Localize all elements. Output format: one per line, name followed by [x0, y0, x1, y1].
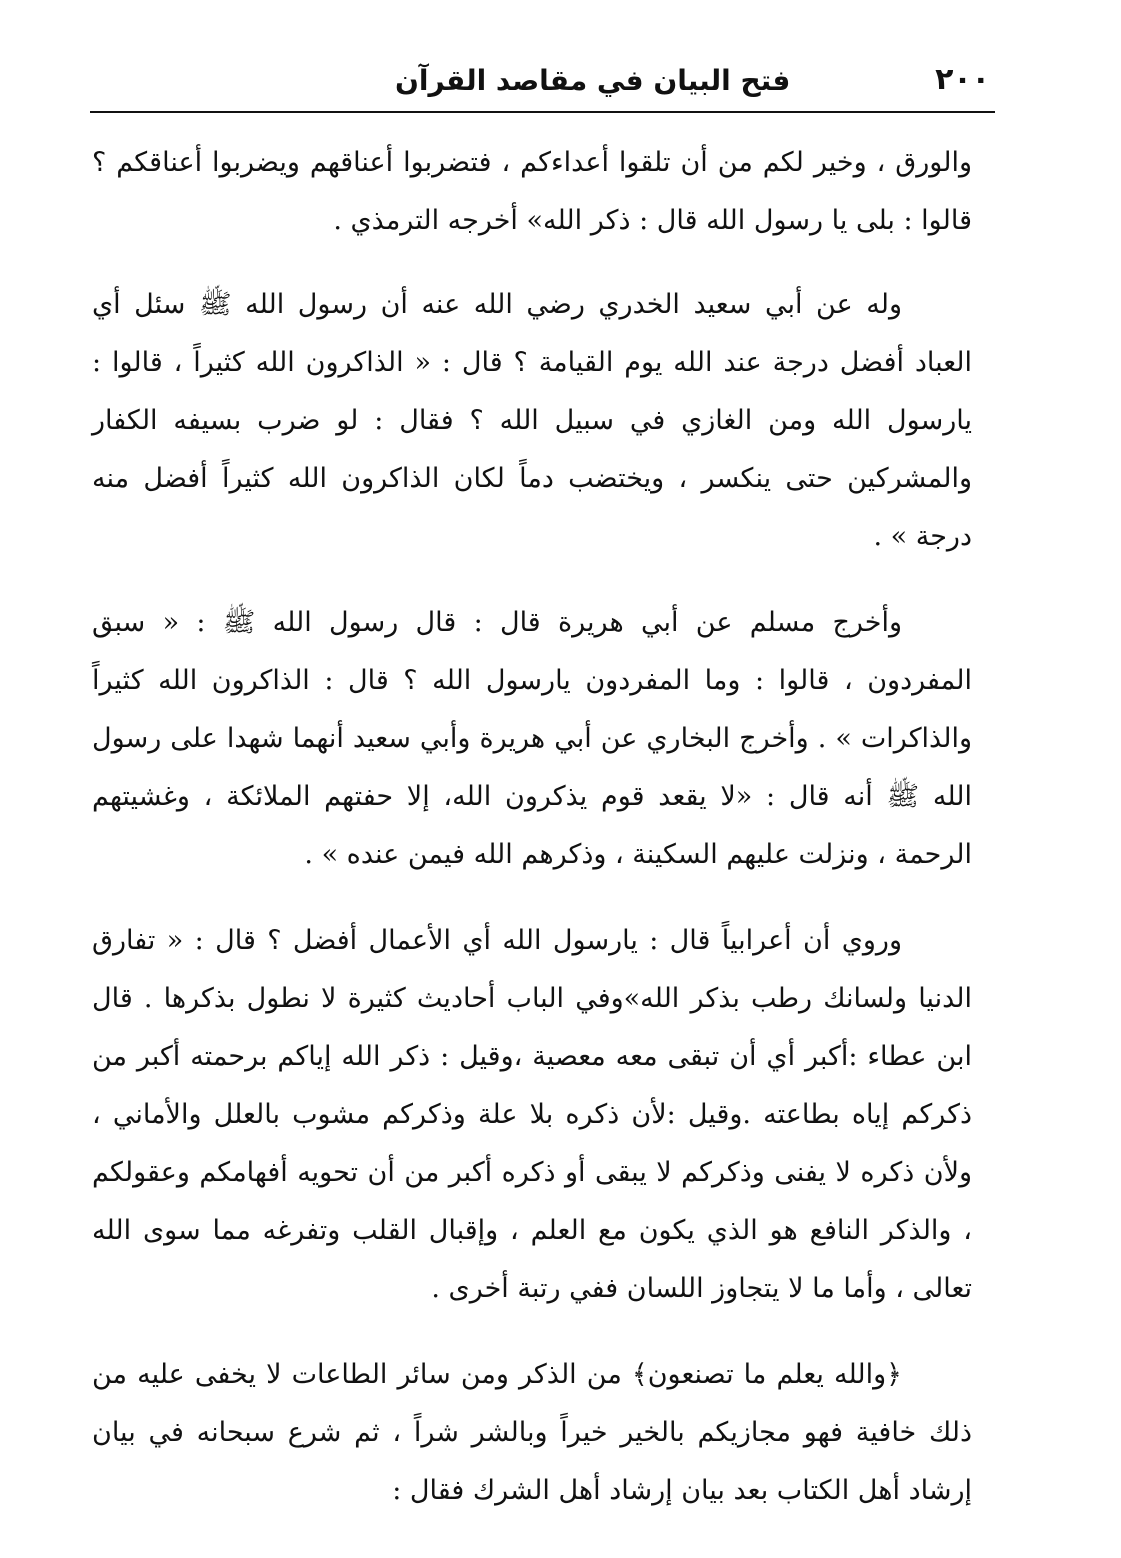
paragraph-5: ﴿والله يعلم ما تصنعون﴾ من الذكر ومن سائر الطاعات لا يخفى عليه من ذلك خافية فهو مجازيكم بالخير خيراً وبالشر شراً ، ثم شرع سبحانه في بيان إرشاد أهل الكتاب بعد بيان إرشاد أهل الشرك فقال : [92, 1359, 972, 1506]
header-divider [90, 111, 995, 113]
paragraph-2: وله عن أبي سعيد الخدري رضي الله عنه أن رسول الله ﷺ سئل أي العباد أفضل درجة عند الله يوم القيامة ؟ قال : « الذاكرون الله كثيراً ، قالوا : يارسول الله ومن الغازي في سبيل الله ؟ فقال : لو ضرب بسيفه الكفار والمشركين حتى ينكسر ، ويختضب دماً لكان الذاكرون الله كثيراً أفضل منه درجة » . [92, 289, 972, 552]
body-text [92, 134, 972, 1520]
paragraph-1: والورق ، وخير لكم من أن تلقوا أعداءكم ، فتضربوا أعناقهم ويضربوا أعناقكم ؟ قالوا : بلى يا رسول الله قال : ذكر الله» أخرجه الترمذي . [92, 147, 972, 236]
paragraph-4: وروي أن أعرابياً قال : يارسول الله أي الأعمال أفضل ؟ قال : « تفارق الدنيا ولسانك رطب بذكر الله»وفي الباب أحاديث كثيرة لا نطول بذكرها . قال ابن عطاء :أكبر أي أن تبقى معه معصية ،وقيل : ذكر الله إياكم برحمته أكبر من ذكركم إياه بطاعته .وقيل :لأن ذكره بلا علة وذكركم مشوب بالعلل والأماني ، ولأن ذكره لا يفنى وذكركم لا يبقى أو ذكره أكبر من أن تحويه أفهامكم وعقولكم ، والذكر النافع هو الذي يكون مع العلم ، وإقبال القلب وتفرغه مما سوى الله تعالى ، وأما ما لا يتجاوز اللسان ففي رتبة أخرى . [92, 925, 972, 1304]
running-title: فتح البيان في مقاصد القرآن [395, 64, 791, 97]
paragraph-3: وأخرج مسلم عن أبي هريرة قال : قال رسول الله ﷺ : « سبق المفردون ، قالوا : وما المفردون يارسول الله ؟ قال : الذاكرون الله كثيراً والذاكرات » . وأخرج البخاري عن أبي هريرة وأبي سعيد أنهما شهدا على رسول الله ﷺ أنه قال : «لا يقعد قوم يذكرون الله، إلا حفتهم الملائكة ، وغشيتهم الرحمة ، ونزلت عليهم السكينة ، وذكرهم الله فيمن عنده » . [92, 607, 972, 870]
page-number: ٢٠٠ [935, 62, 990, 97]
page-header [95, 62, 990, 106]
